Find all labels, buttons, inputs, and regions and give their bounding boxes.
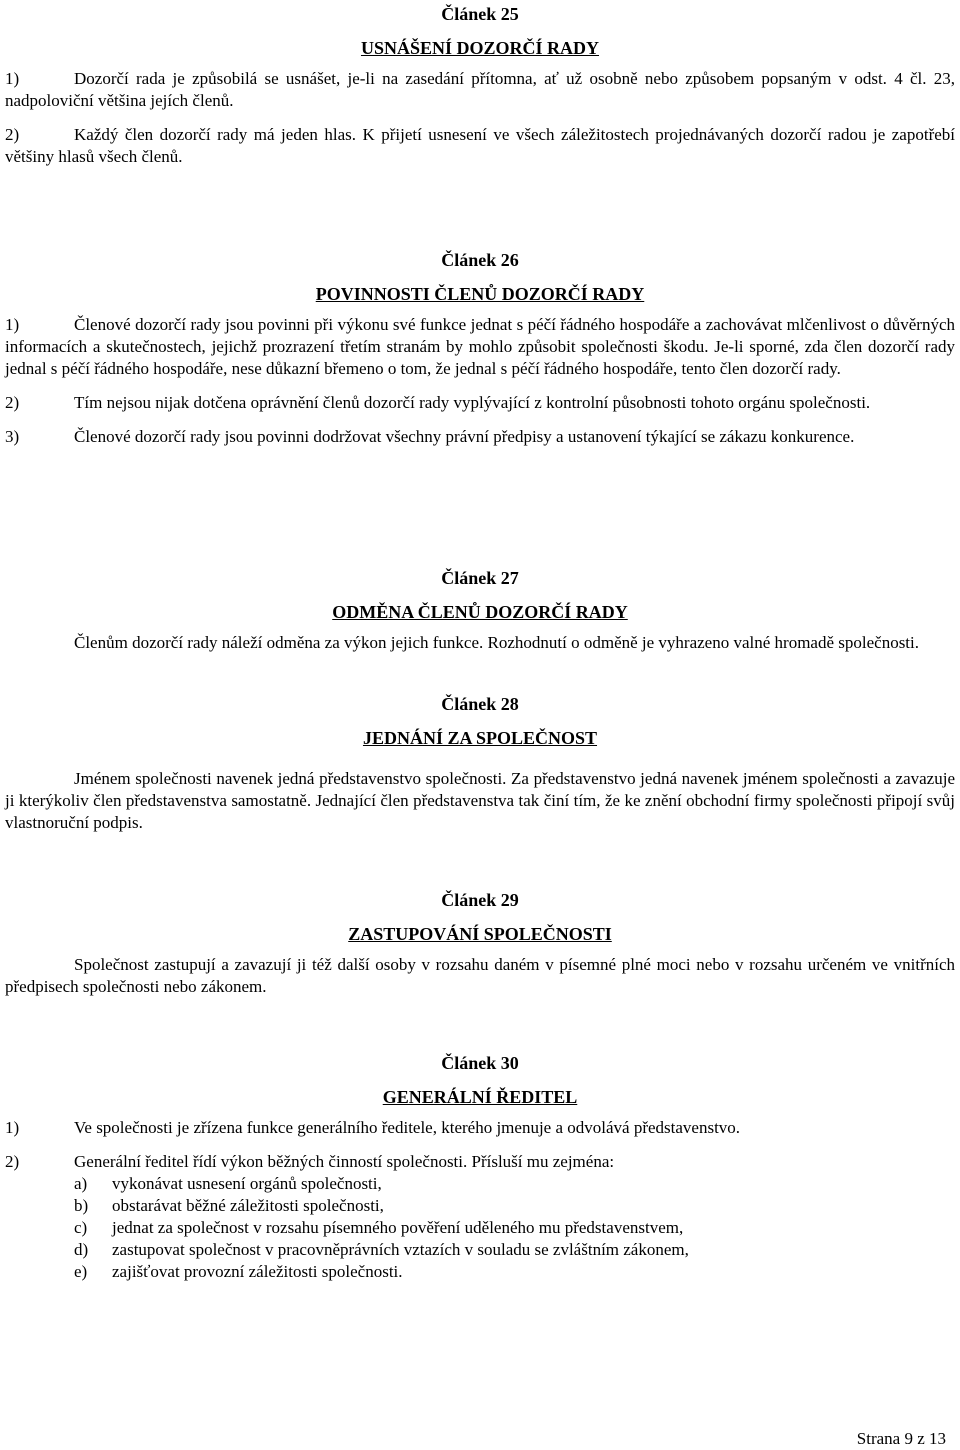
paragraph-text: Členové dozorčí rady jsou povinni dodržovat všechny právní předpisy a ustanovení týkající se zákazu konkurence. <box>74 427 855 446</box>
article-title: Článek 25 <box>441 4 519 24</box>
list-item-text: zajišťovat provozní záležitosti společnosti. <box>112 1262 403 1281</box>
paragraph <box>5 1117 955 1139</box>
duties-list <box>5 1173 955 1283</box>
article-25 <box>5 2 955 180</box>
article-29 <box>5 888 955 998</box>
paragraph <box>5 426 955 448</box>
list-letter: b) <box>74 1196 89 1215</box>
article-title: Článek 27 <box>441 568 519 588</box>
paragraph-text: Každý člen dozorčí rady má jeden hlas. K přijetí usnesení ve všech záležitostech projednávaných dozorčí radou je zapotřebí většiny hlasů všech členů. <box>5 125 955 166</box>
article-heading: ODMĚNA ČLENŮ DOZORČÍ RADY <box>332 602 628 622</box>
paragraph <box>5 392 955 414</box>
list-item <box>74 1239 955 1261</box>
paragraph-number: 1) <box>5 315 20 334</box>
list-item-text: obstarávat běžné záležitosti společnosti, <box>112 1196 384 1215</box>
article-heading: ZASTUPOVÁNÍ SPOLEČNOSTI <box>348 924 612 944</box>
paragraph-text: Jménem společnosti navenek jedná představenstvo společnosti. Za představenstvo jedná navenek jménem společnosti a zavazuje ji kterýkoliv člen představenstva samostatně. Jednající člen představenstva tak činí tím, že ke znění obchodní firmy společnosti připojí svůj vlastnoruční podpis. <box>5 769 955 832</box>
article-28 <box>5 692 955 834</box>
list-item <box>74 1173 955 1195</box>
article-title: Článek 28 <box>441 694 519 714</box>
paragraph-number: 2) <box>5 1152 20 1171</box>
list-letter: a) <box>74 1174 88 1193</box>
article-heading: GENERÁLNÍ ŘEDITEL <box>382 1087 578 1107</box>
list-item-text: zastupovat společnost v pracovněprávních vztazích v souladu se zvláštním zákonem, <box>112 1240 689 1259</box>
paragraph-number: 1) <box>5 1118 20 1137</box>
list-item <box>74 1195 955 1217</box>
paragraph-text: Členové dozorčí rady jsou povinni při výkonu své funkce jednat s péčí řádného hospodáře a zachovávat mlčenlivost o důvěrných informacích a skutečnostech, jejichž prozrazení třetím stranám by mohlo způsobit společnosti škodu. Je-li sporné, zda člen dozorčí rady jednal s péčí řádného hospodáře, nese důkazní břemeno o tom, že jednal s péčí řádného hospodáře, tento člen dozorčí rady. <box>5 315 955 378</box>
article-heading: JEDNÁNÍ ZA SPOLEČNOST <box>362 728 598 748</box>
article-26 <box>5 248 955 460</box>
paragraph-text: Dozorčí rada je způsobilá se usnášet, je-li na zasedání přítomna, ať už osobně nebo způsobem popsaným v odst. 4 čl. 23, nadpoloviční většina jejích členů. <box>5 69 955 110</box>
article-heading: USNÁŠENÍ DOZORČÍ RADY <box>360 38 600 58</box>
paragraph-text: Členům dozorčí rady náleží odměna za výkon jejich funkce. Rozhodnutí o odměně je vyhrazeno valné hromadě společnosti. <box>74 633 920 652</box>
list-letter: d) <box>74 1240 89 1259</box>
paragraph <box>5 314 955 380</box>
article-heading: POVINNOSTI ČLENŮ DOZORČÍ RADY <box>315 284 645 304</box>
paragraph-text: Tím nejsou nijak dotčena oprávnění členů dozorčí rady vyplývající z kontrolní působnosti tohoto orgánu společnosti. <box>74 393 871 412</box>
paragraph-text: Společnost zastupují a zavazují ji též další osoby v rozsahu daném v písemné plné moci nebo v rozsahu určeném ve vnitřních předpisech společnosti nebo zákonem. <box>5 955 955 996</box>
paragraph-text: Generální ředitel řídí výkon běžných činností společnosti. Přísluší mu zejména: <box>74 1152 615 1171</box>
page-number: Strana 9 z 13 <box>856 1429 946 1448</box>
paragraph-number: 3) <box>5 427 20 446</box>
paragraph-number: 1) <box>5 69 20 88</box>
article-27 <box>5 566 955 654</box>
paragraph <box>5 124 955 168</box>
paragraph <box>5 68 955 112</box>
list-item-text: vykonávat usnesení orgánů společnosti, <box>112 1174 382 1193</box>
list-letter: e) <box>74 1262 88 1281</box>
list-item <box>74 1261 955 1283</box>
paragraph-number: 2) <box>5 393 20 412</box>
article-title: Článek 29 <box>441 890 519 910</box>
paragraph <box>5 1151 955 1173</box>
article-30 <box>5 1051 955 1283</box>
article-title: Článek 26 <box>441 250 519 270</box>
list-letter: c) <box>74 1218 88 1237</box>
list-item <box>74 1217 955 1239</box>
paragraph-number: 2) <box>5 125 20 144</box>
article-title: Článek 30 <box>441 1053 519 1073</box>
paragraph-text: Ve společnosti je zřízena funkce generálního ředitele, kterého jmenuje a odvolává představenstvo. <box>74 1118 741 1137</box>
list-item-text: jednat za společnost v rozsahu písemného pověření uděleného mu představenstvem, <box>112 1218 684 1237</box>
